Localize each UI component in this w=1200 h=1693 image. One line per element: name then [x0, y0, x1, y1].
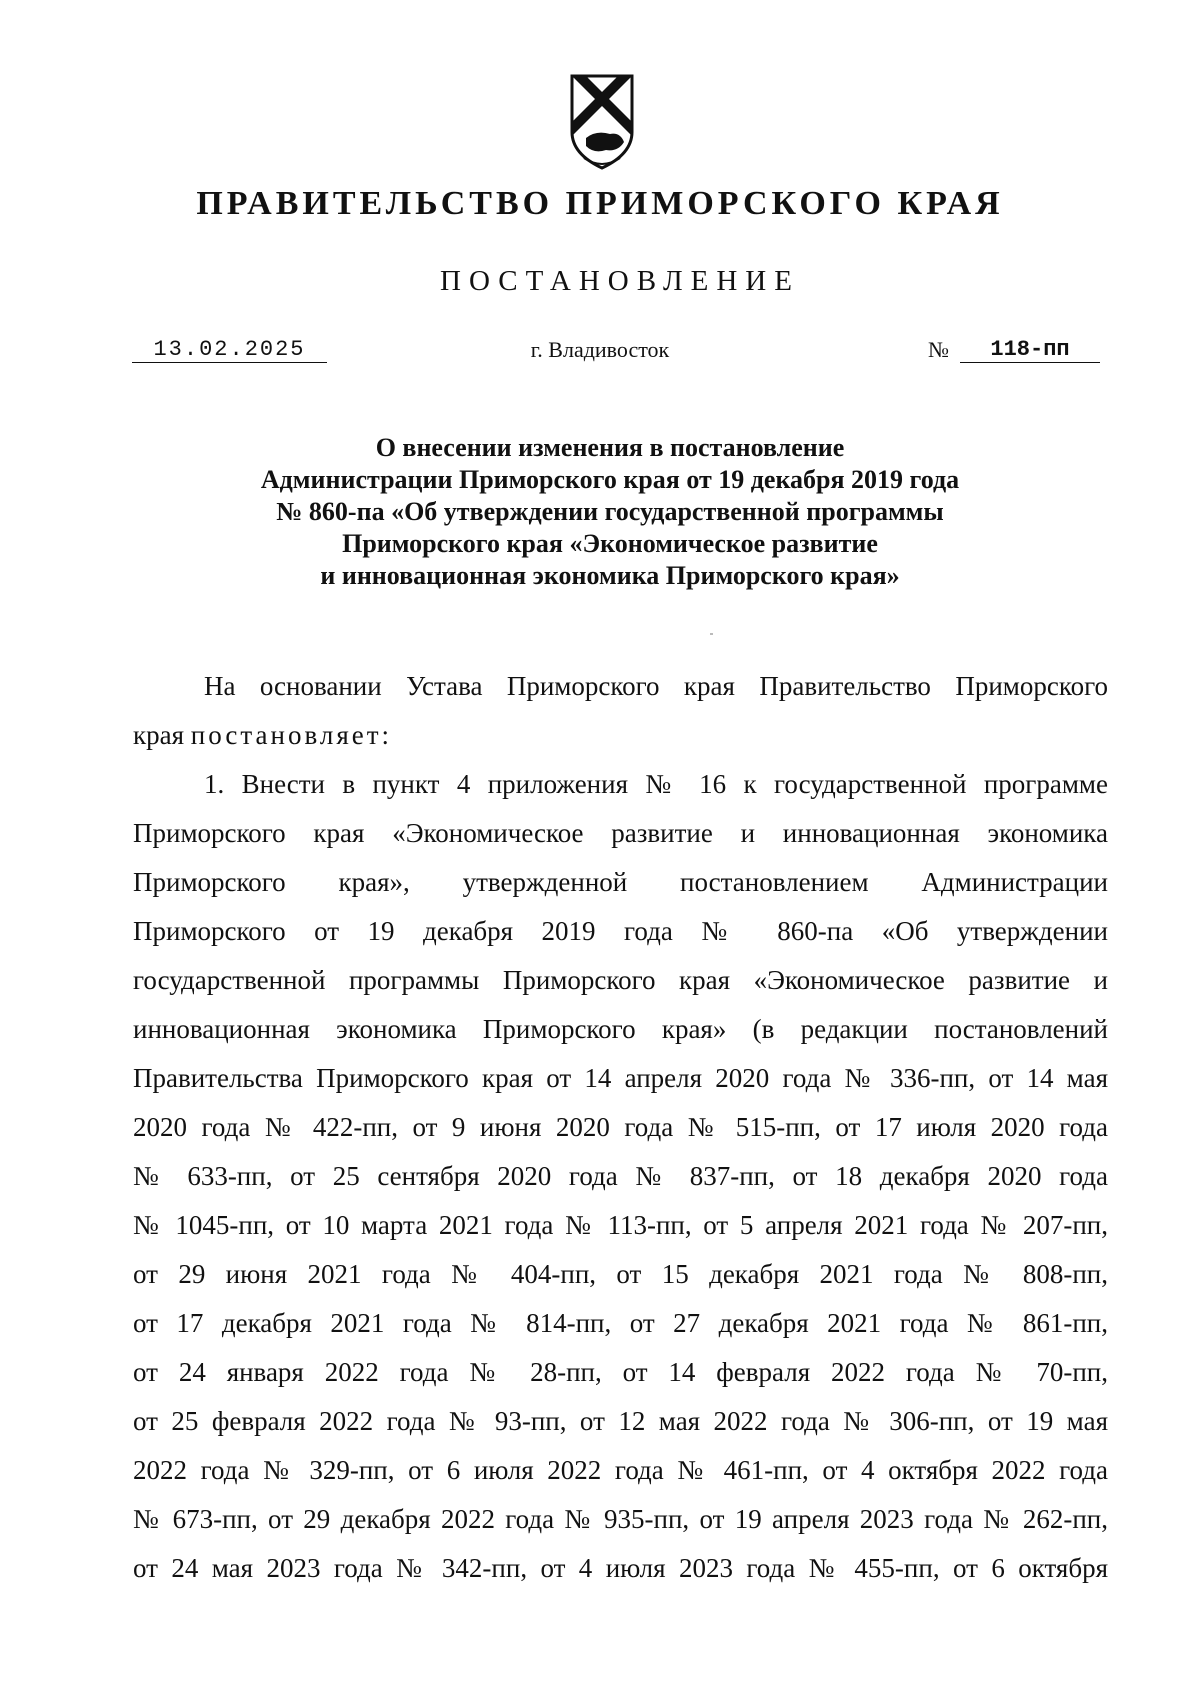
document-date: 13.02.2025 [132, 337, 327, 363]
body-line: от 25 февраля 2022 года № 93-пп, от 12 мая 2022 года № 306-пп, от 19 мая [133, 1406, 1108, 1436]
subject-line: Приморского края «Экономическое развитие [342, 529, 878, 558]
preamble-line [133, 711, 1108, 760]
body-line: № 673-пп, от 29 декабря 2022 года № 935-пп, от 19 апреля 2023 года № 262-пп, [133, 1504, 1108, 1534]
preamble-text: края [133, 720, 191, 750]
document-city: г. Владивосток [530, 337, 670, 362]
document-number: 118-пп [960, 337, 1100, 363]
subject-line: О внесении изменения в постановление [375, 433, 845, 462]
number-label: № [928, 337, 949, 362]
body-line: инновационная экономика Приморского края» (в редакции постановлений [133, 1014, 1108, 1044]
body-line: № 1045-пп, от 10 марта 2021 года № 113-пп, от 5 апреля 2021 года № 207-пп, [133, 1210, 1108, 1240]
body-line: № 633-пп, от 25 сентября 2020 года № 837-пп, от 18 декабря 2020 года [133, 1161, 1108, 1191]
body-line: 2022 года № 329-пп, от 6 июля 2022 года № 461-пп, от 4 октября 2022 года [133, 1455, 1108, 1485]
body-line: Приморского края», утвержденной постановлением Администрации [133, 867, 1108, 897]
body-line: от 24 мая 2023 года № 342-пп, от 4 июля 2023 года № 455-пп, от 6 октября [133, 1553, 1108, 1583]
body-line: от 17 декабря 2021 года № 814-пп, от 27 декабря 2021 года № 861-пп, [133, 1308, 1108, 1338]
body-line: государственной программы Приморского края «Экономическое развитие и [133, 965, 1108, 995]
scan-speck [710, 633, 713, 635]
body-line: от 29 июня 2021 года № 404-пп, от 15 декабря 2021 года № 808-пп, [133, 1259, 1108, 1289]
body-line: Правительства Приморского края от 14 апреля 2020 года № 336-пп, от 14 мая [133, 1063, 1108, 1093]
body-line: 2020 года № 422-пп, от 9 июня 2020 года № 515-пп, от 17 июля 2020 года [133, 1112, 1108, 1142]
body-line: от 24 января 2022 года № 28-пп, от 14 февраля 2022 года № 70-пп, [133, 1357, 1108, 1387]
body-line: Приморского края «Экономическое развитие и инновационная экономика [133, 818, 1108, 848]
preamble-line: На основании Устава Приморского края Правительство Приморского [204, 671, 1108, 701]
document-body [133, 662, 1108, 1593]
organization-title: ПРАВИТЕЛЬСТВО ПРИМОРСКОГО КРАЯ [196, 185, 1004, 222]
subject-line: Администрации Приморского края от 19 декабря 2019 года [260, 465, 960, 494]
document-subject [150, 432, 1070, 592]
document-type: ПОСТАНОВЛЕНИЕ [440, 265, 800, 297]
body-line: Приморского от 19 декабря 2019 года № 860-па «Об утверждении [133, 916, 1108, 946]
body-line: 1. Внести в пункт 4 приложения № 16 к государственной программе [204, 769, 1108, 799]
resolves-word: постановляет: [190, 720, 393, 750]
subject-line: № 860-па «Об утверждении государственной программы [276, 497, 944, 526]
subject-line: и инновационная экономика Приморского края» [320, 561, 900, 590]
coat-of-arms-icon [566, 72, 638, 172]
